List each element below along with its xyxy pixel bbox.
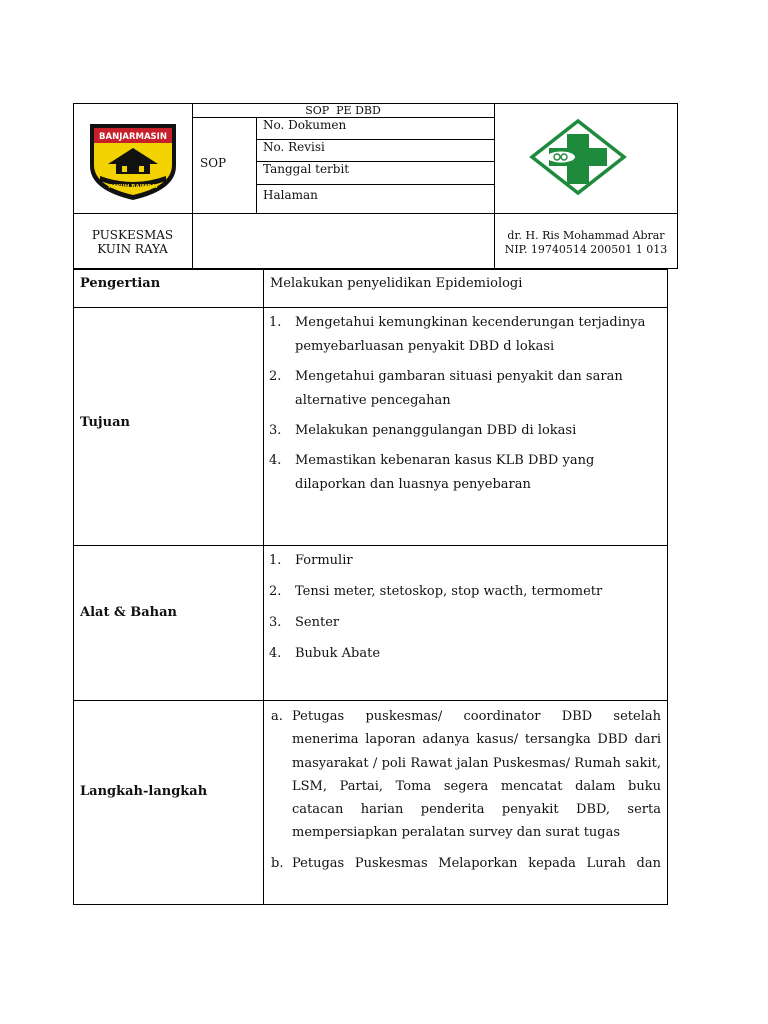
list-item: 3. Melakukan penanggulangan DBD di lokasi: [269, 423, 577, 438]
header-divider: [256, 117, 257, 213]
org-name-line2: KUIN RAYA: [97, 242, 168, 256]
emblem-top-text: BANJARMASIN: [99, 132, 167, 142]
org-name-line1: PUSKESMAS: [91, 228, 174, 242]
list-item: b. Petugas Puskesmas Melaporkan kepada Lurah dan: [271, 855, 661, 871]
header-divider: [73, 213, 678, 214]
list-item: 1. Formulir: [269, 553, 353, 568]
signer-block: [494, 229, 678, 257]
city-emblem-logo: [86, 118, 180, 202]
signer-name: dr. H. Ris Mohammad Abrar: [507, 229, 665, 242]
list-item: 1. Mengetahui kemungkinan kecenderungan terjadinya pemyebarluasan penyakit DBD d lokasi: [269, 315, 646, 354]
city-emblem-icon: [86, 118, 180, 202]
content-divider: [73, 307, 668, 308]
pengertian-text: Melakukan penyelidikan Epidemiologi: [270, 276, 523, 291]
content-divider: [73, 700, 668, 701]
field-no-dokumen: No. Dokumen: [263, 118, 347, 132]
tujuan-list: [269, 311, 659, 497]
list-item: 3. Senter: [269, 615, 340, 630]
langkah-list: [271, 705, 661, 875]
header-divider: [256, 184, 494, 185]
content-divider: [263, 269, 264, 905]
sop-label: SOP: [200, 156, 227, 170]
alat-list: [269, 549, 659, 666]
header-divider: [192, 103, 193, 269]
emblem-bottom-text: KAYUH BAIMBAI: [108, 184, 158, 190]
content-divider: [73, 545, 668, 546]
label-tujuan: Tujuan: [80, 415, 130, 430]
list-item: 4. Bubuk Abate: [269, 646, 381, 661]
org-name: [73, 228, 192, 256]
puskesmas-cross-icon: [529, 118, 627, 196]
label-alat-bahan: Alat & Bahan: [80, 605, 177, 620]
document-title: SOP PE DBD: [305, 104, 381, 117]
list-item: a. Petugas puskesmas/ coordinator DBD setelah menerima laporan adanya kasus/ tersangka DBD dari masyarakat / poli Rawat jalan Puskesmas/ Rumah sakit, LSM, Partai, Toma segera mencatat dalam buku catacan harian penderita penyakit DBD, serta mempersiapkan peralatan survey dan surat tugas: [271, 709, 661, 841]
field-no-revisi: No. Revisi: [263, 140, 325, 154]
list-item: 4. Memastikan kebenaran kasus KLB DBD yang dilaporkan dan luasnya penyebaran: [269, 453, 595, 492]
label-langkah: Langkah-langkah: [80, 784, 208, 799]
list-item: 2. Tensi meter, stetoskop, stop wacth, termometr: [269, 584, 603, 599]
list-item: 2. Mengetahui gambaran situasi penyakit dan saran alternative pencegahan: [269, 369, 623, 408]
label-pengertian: Pengertian: [80, 276, 161, 291]
field-tanggal-terbit: Tanggal terbit: [263, 162, 350, 176]
puskesmas-logo: [529, 118, 627, 196]
field-halaman: Halaman: [263, 188, 318, 202]
signer-nip: NIP. 19740514 200501 1 013: [504, 243, 668, 256]
